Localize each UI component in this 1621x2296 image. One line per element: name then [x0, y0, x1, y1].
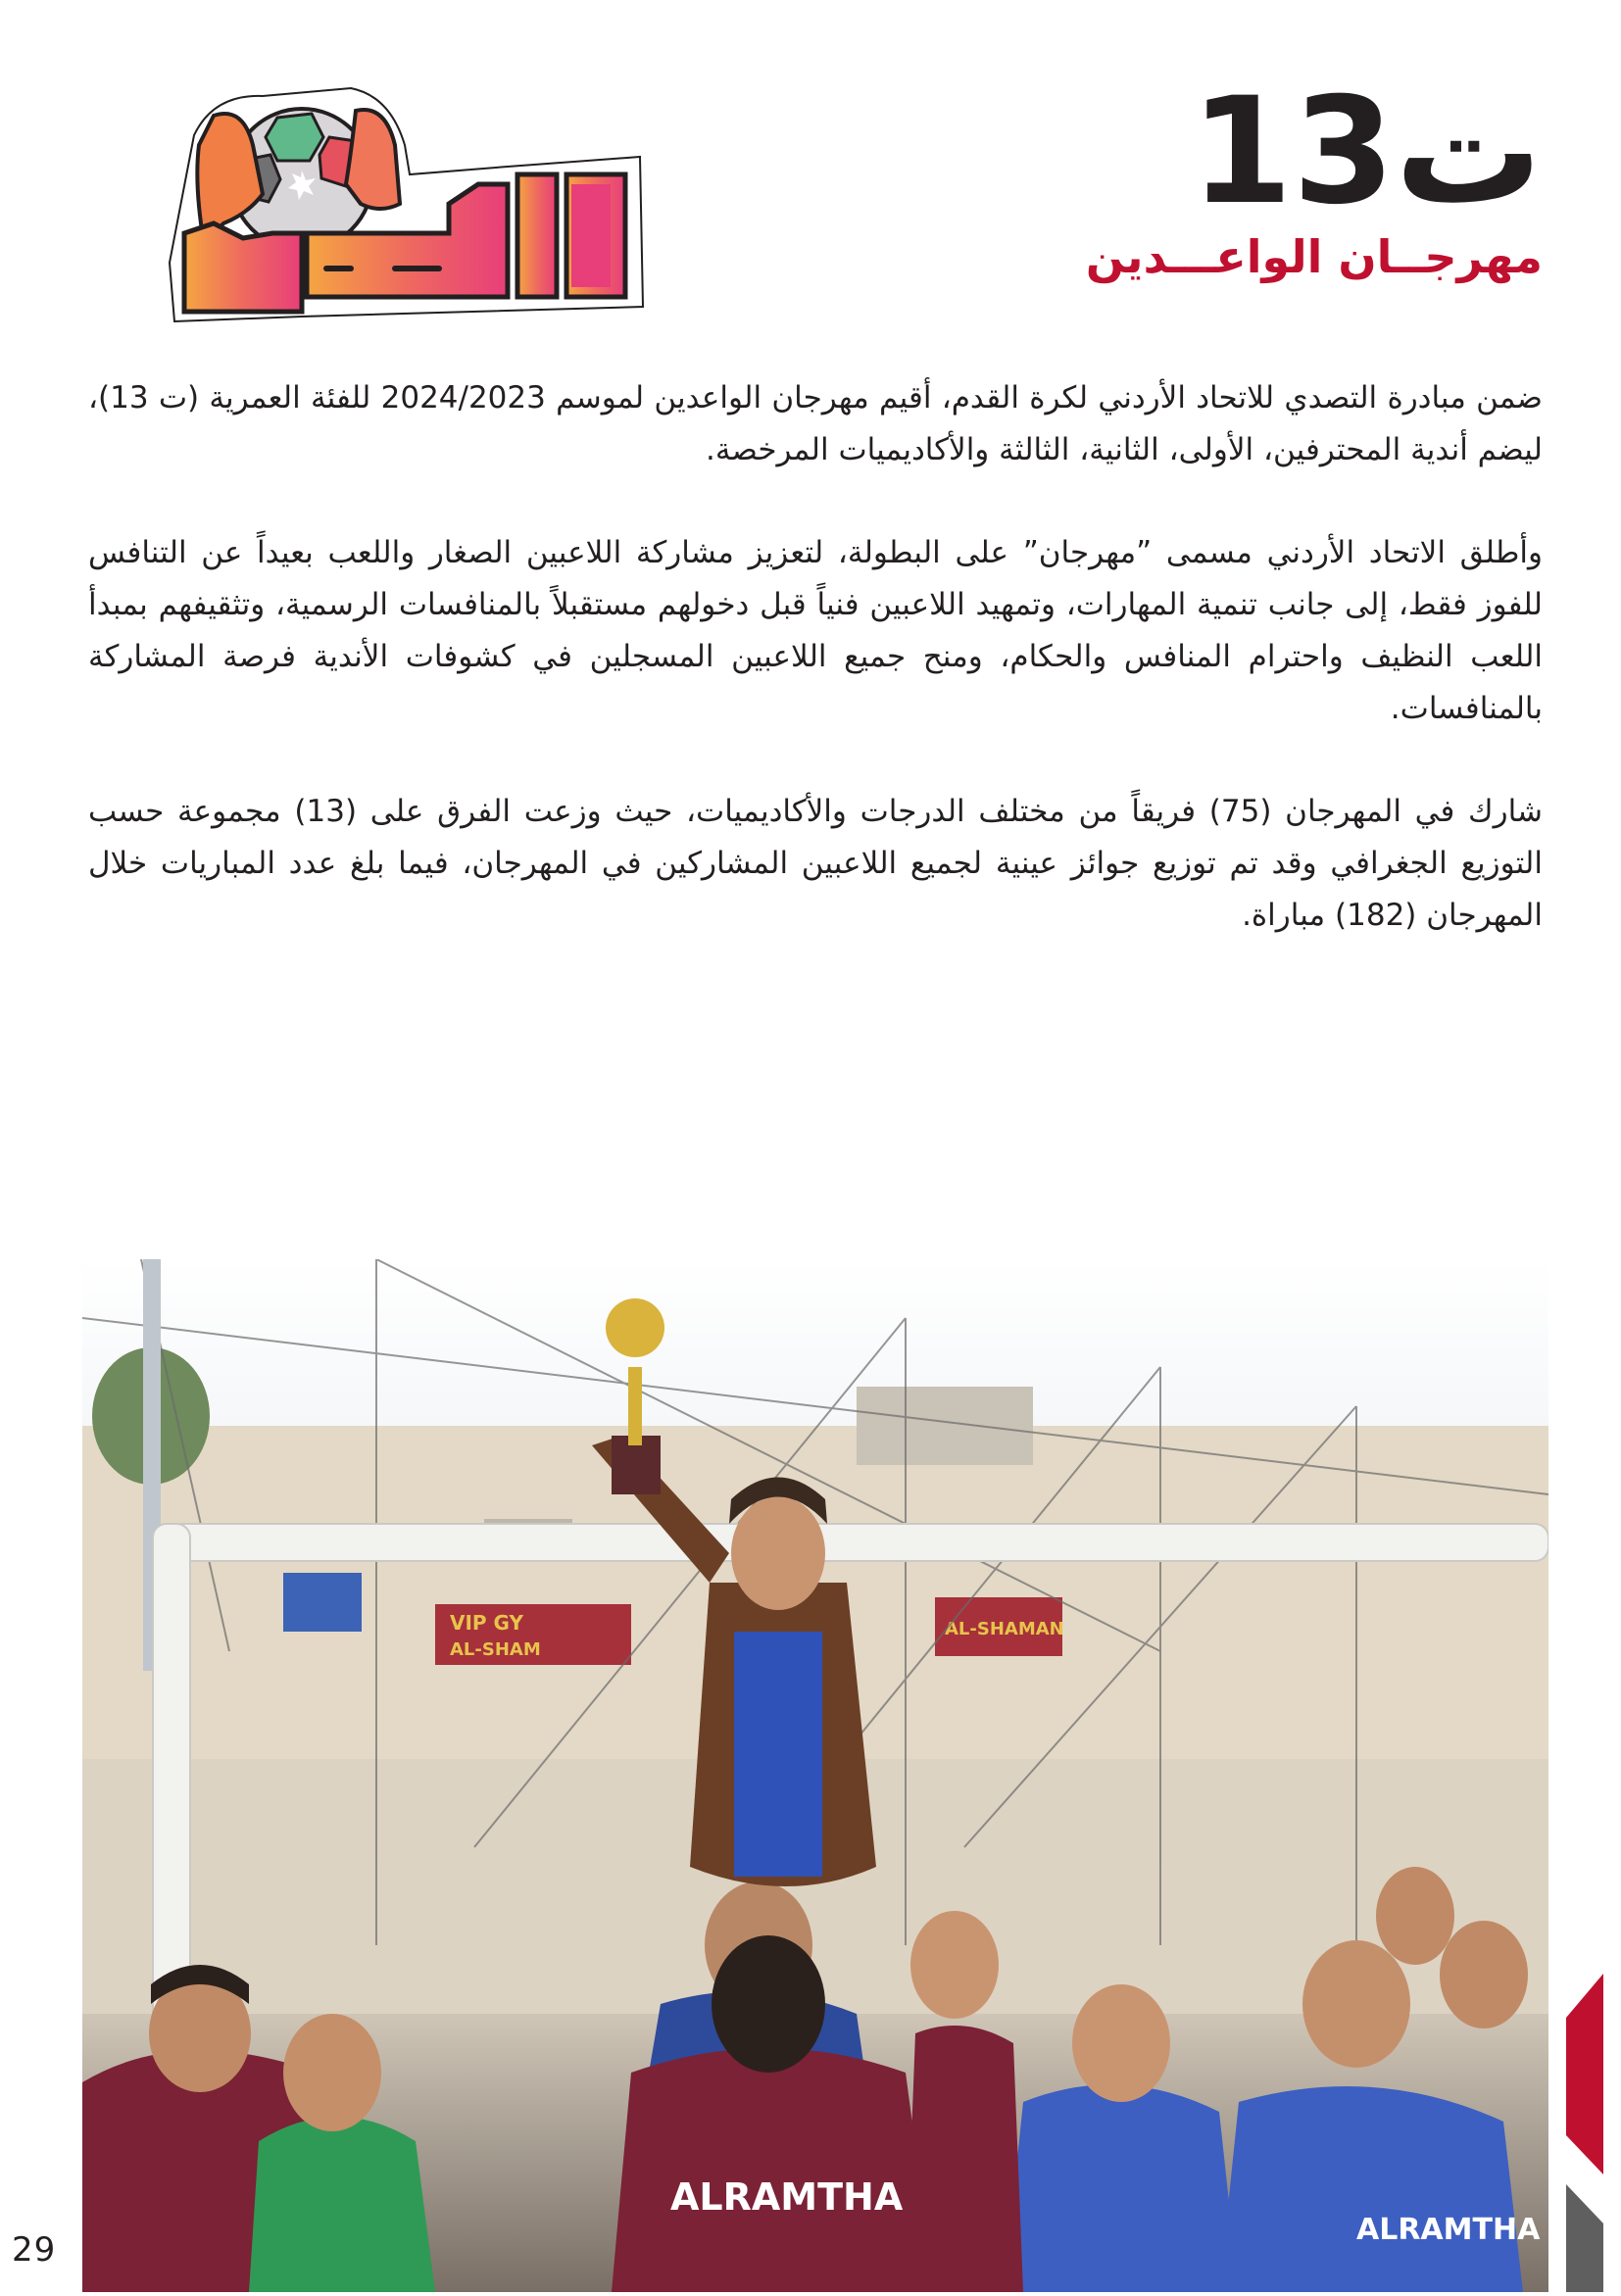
challenge-logo: [155, 76, 674, 331]
paragraph-participation-stats: شارك في المهرجان (75) فريقاً من مختلف الدرجات والأكاديميات، حيث وزعت الفرق على (13) مجموعة حسب التوزيع الجغرافي وقد تم توزيع جوائز عينية لجميع اللاعبين المشاركين في المهرجان، فيما بلغ عدد المباريات خلال المهرجان (182) مباراة.: [88, 794, 1543, 933]
article-body: [88, 372, 1543, 993]
svg-text:AL-SHAM: AL-SHAM: [450, 1639, 541, 1660]
paragraph-intro: ضمن مبادرة التصدي للاتحاد الأردني لكرة القدم، أقيم مهرجان الواعدين لموسم 2024/2023 للفئة العمرية (ت 13)، ليضم أندية المحترفين، الأولى، الثانية، الثالثة والأكاديميات المرخصة.: [88, 380, 1543, 467]
page-title: ت13: [1190, 67, 1543, 237]
celebration-photo: [82, 1259, 1548, 2292]
logo-graphic-icon: [155, 76, 674, 331]
title-block: [1085, 67, 1543, 286]
svg-text:ALRAMTHA: ALRAMTHA: [1356, 2213, 1541, 2247]
side-accent-bars: [1566, 1974, 1605, 2292]
page-subtitle: مهرجــان الواعـــدين: [1085, 230, 1543, 283]
photo-illustration-icon: [82, 1259, 1548, 2292]
svg-text:VIP GY: VIP GY: [450, 1611, 523, 1635]
svg-text:ALRAMTHA: ALRAMTHA: [670, 2175, 904, 2219]
page-number: 29: [12, 2230, 57, 2270]
svg-text:AL-SHAMAN: AL-SHAMAN: [945, 1619, 1064, 1639]
paragraph-festival-purpose: وأطلق الاتحاد الأردني مسمى ”مهرجان” على البطولة، لتعزيز مشاركة اللاعبين الصغار واللعب بعيداً عن التنافس للفوز فقط، إلى جانب تنمية المهارات، وتمهيد اللاعبين فنياً قبل دخولهم مستقبلاً بالمنافسات الرسمية، وتثقيفهم بمبدأ اللعب النظيف واحترام المنافس والحكام، ومنح جميع اللاعبين المسجلين في كشوفات الأندية فرصة المشاركة بالمنافسات.: [88, 535, 1543, 726]
accent-stripe-icon: [1566, 1974, 1605, 2292]
